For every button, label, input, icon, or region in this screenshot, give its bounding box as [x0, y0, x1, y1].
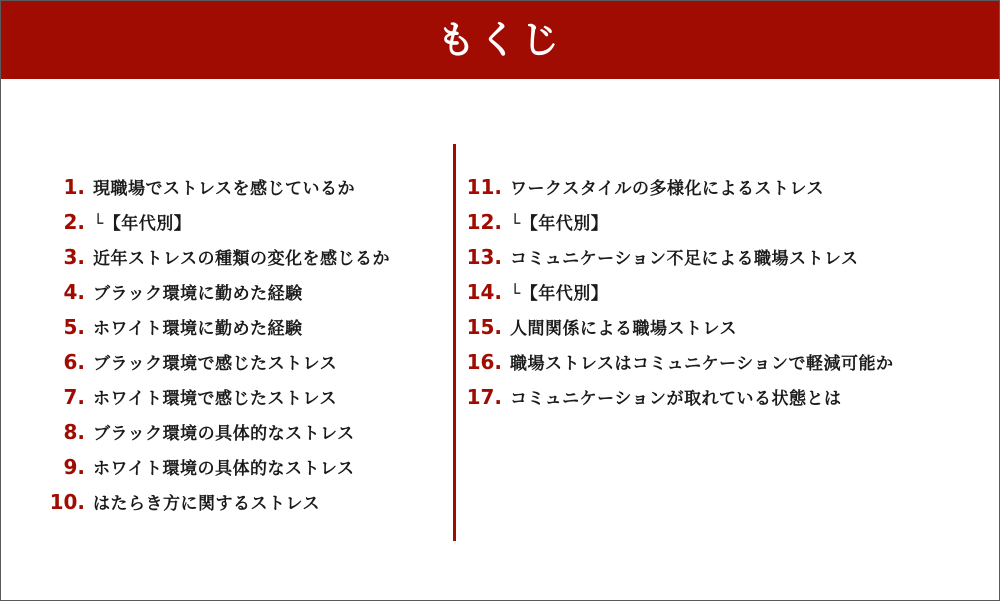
toc-item-number: 11.	[466, 174, 502, 199]
toc-item-label: 近年ストレスの種類の変化を感じるか	[93, 249, 390, 269]
toc-item-number: 7.	[63, 384, 85, 409]
toc-item[interactable]	[1, 414, 441, 449]
toc-list-left	[1, 169, 441, 519]
toc-list-right	[456, 169, 996, 414]
toc-item[interactable]	[456, 239, 996, 274]
toc-item[interactable]	[456, 204, 996, 239]
toc-item-label: はたらき方に関するストレス	[93, 494, 320, 514]
toc-item[interactable]	[1, 169, 441, 204]
toc-item-number: 6.	[63, 349, 85, 374]
toc-item-label: ホワイト環境で感じたストレス	[93, 389, 337, 409]
toc-item-label: └【年代別】	[510, 214, 609, 234]
toc-item-number: 9.	[63, 454, 85, 479]
toc-item-label: 職場ストレスはコミュニケーションで軽減可能か	[510, 354, 894, 374]
toc-item[interactable]	[456, 169, 996, 204]
toc-item[interactable]	[1, 344, 441, 379]
toc-item-label: └【年代別】	[93, 214, 192, 234]
toc-item-number: 3.	[63, 244, 85, 269]
toc-item-label: 現職場でストレスを感じているか	[93, 179, 355, 199]
toc-item-label: コミュニケーションが取れている状態とは	[510, 389, 842, 409]
toc-item[interactable]	[1, 204, 441, 239]
toc-item-label: ワークスタイルの多様化によるストレス	[510, 179, 824, 199]
toc-item-number: 14.	[466, 279, 502, 304]
toc-item-number: 17.	[466, 384, 502, 409]
title-bar	[1, 1, 999, 79]
toc-item[interactable]	[1, 379, 441, 414]
toc-item[interactable]	[1, 309, 441, 344]
toc-item[interactable]	[456, 344, 996, 379]
toc-item-label: ブラック環境の具体的なストレス	[93, 424, 355, 444]
toc-item-label: └【年代別】	[510, 284, 609, 304]
toc-item-label: ホワイト環境に勤めた経験	[93, 319, 303, 339]
toc-item-number: 1.	[63, 174, 85, 199]
toc-item[interactable]	[1, 239, 441, 274]
toc-item[interactable]	[456, 379, 996, 414]
toc-item-label: コミュニケーション不足による職場ストレス	[510, 249, 859, 269]
toc-item-number: 12.	[466, 209, 502, 234]
toc-item-label: 人間関係による職場ストレス	[510, 319, 737, 339]
toc-item-number: 5.	[63, 314, 85, 339]
toc-item-number: 10.	[49, 489, 85, 514]
toc-item-number: 13.	[466, 244, 502, 269]
toc-item[interactable]	[1, 274, 441, 309]
toc-item[interactable]	[456, 309, 996, 344]
toc-item[interactable]	[1, 484, 441, 519]
toc-item-label: ブラック環境に勤めた経験	[93, 284, 303, 304]
toc-item-label: ホワイト環境の具体的なストレス	[93, 459, 355, 479]
toc-item-number: 16.	[466, 349, 502, 374]
toc-item-label: ブラック環境で感じたストレス	[93, 354, 338, 374]
toc-item-number: 15.	[466, 314, 502, 339]
toc-item-number: 8.	[63, 419, 85, 444]
toc-item-number: 2.	[63, 209, 85, 234]
toc-item[interactable]	[456, 274, 996, 309]
page-title: もくじ	[436, 18, 563, 62]
toc-item[interactable]	[1, 449, 441, 484]
toc-item-number: 4.	[63, 279, 85, 304]
